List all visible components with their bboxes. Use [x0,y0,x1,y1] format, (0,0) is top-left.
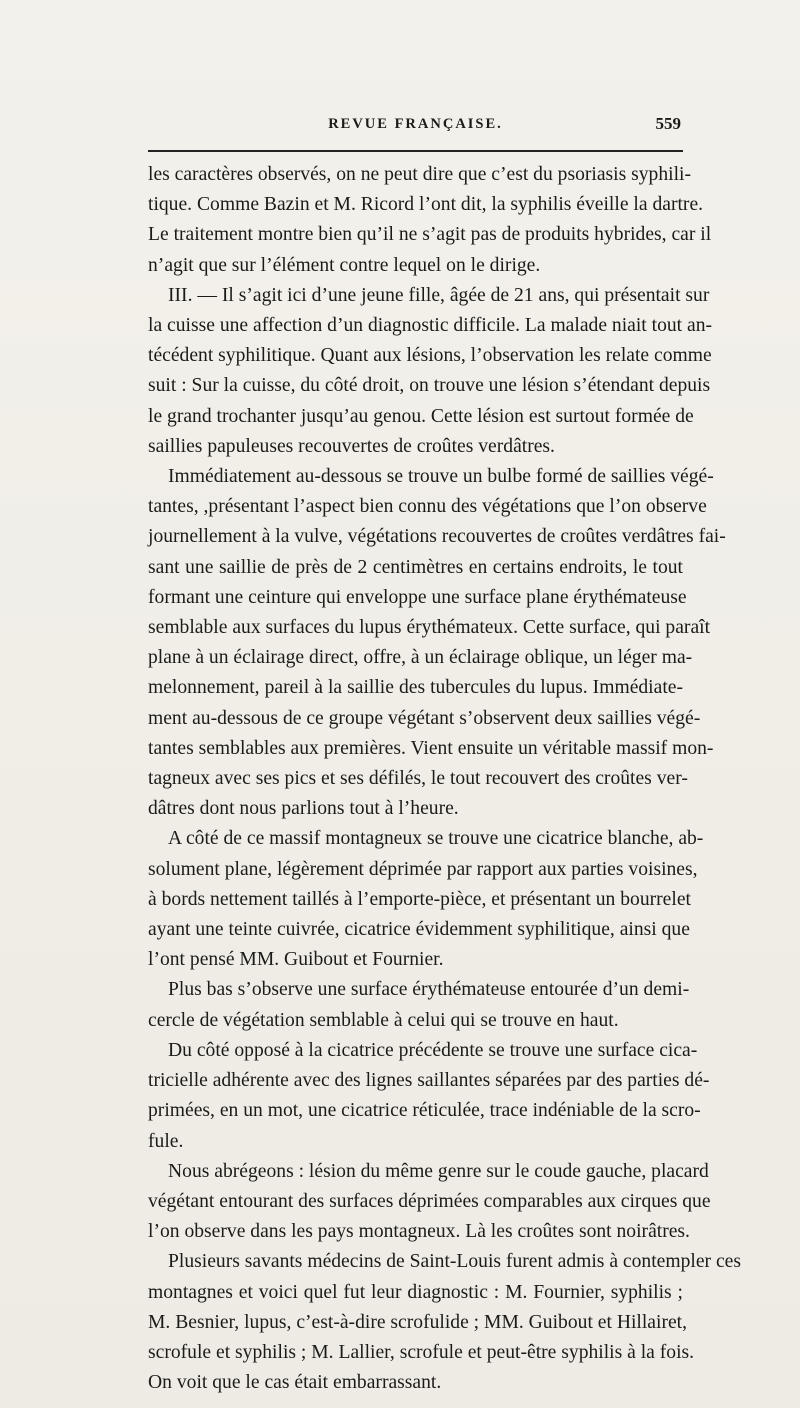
paragraph [148,824,704,975]
text-line: Nous abrégeons : lésion du même genre sur le coude gauche, placard [168,1160,709,1182]
text-line: Immédiatement au-dessous se trouve un bulbe formé de saillies végé- [168,466,714,488]
text-line: III. — Il s’agit ici d’une jeune fille, âgée de 21 ans, qui présentait sur [168,284,710,306]
text-line: saillies papuleuses recouvertes de croûtes verdâtres. [148,435,555,457]
paragraph [148,160,712,281]
text-line: M. Besnier, lupus, c’est-à-dire scrofulide ; MM. Guibout et Hillairet, [148,1311,688,1333]
text-line: dâtres dont nous parlions tout à l’heure. [148,798,459,820]
text-line: solument plane, légèrement déprimée par rapport aux parties voisines, [148,858,698,880]
text-line: sant une saillie de près de 2 centimètres en certains endroits, le tout [148,556,683,578]
text-line: la cuisse une affection d’un diagnostic difficile. La malade niait tout an- [148,315,713,337]
text-line: à bords nettement taillés à l’emporte-pièce, et présentant un bourrelet [148,888,691,910]
text-line: plane à un éclairage direct, offre, à un éclairage oblique, un léger ma- [148,647,693,669]
paragraph [148,975,690,1035]
text-line: Le traitement montre bien qu’il ne s’agit pas de produits hybrides, car il [148,224,712,246]
text-line: tantes, ,présentant l’aspect bien connu des végétations que l’on observe [148,496,707,518]
text-line: l’on observe dans les pays montagneux. Là les croûtes sont noirâtres. [148,1221,690,1243]
text-line: ayant une teinte cuivrée, cicatrice évidemment syphilitique, ainsi que [148,919,690,941]
paragraph [148,1036,710,1157]
text-line: formant une ceinture qui enveloppe une surface plane érythémateuse [148,586,687,608]
text-line: tantes semblables aux premières. Vient ensuite un véritable massif mon- [148,737,714,759]
text-line: montagnes et voici quel fut leur diagnostic : M. Fournier, syphilis ; [148,1281,683,1303]
paragraph [148,281,713,462]
page-number: 559 [655,114,681,133]
text-line: primées, en un mot, une cicatrice réticulée, trace indéniable de la scro- [148,1100,701,1122]
text-line: tagneux avec ses pics et ses défilés, le tout recouvert des croûtes ver- [148,768,688,790]
running-title: REVUE FRANÇAISE. [328,116,503,132]
text-line: suit : Sur la cuisse, du côté droit, on trouve une lésion s’étendant depuis [148,375,711,397]
text-line: l’ont pensé MM. Guibout et Fournier. [148,949,444,971]
page-header [148,116,683,138]
paragraph [148,1157,711,1248]
text-line: le grand trochanter jusqu’au genou. Cette lésion est surtout formée de [148,405,694,427]
header-rule [148,150,683,152]
text-line: semblable aux surfaces du lupus érythémateux. Cette surface, qui paraît [148,617,711,639]
text-line: melonnement, pareil à la saillie des tubercules du lupus. Immédiate- [148,677,683,699]
text-line: A côté de ce massif montagneux se trouve une cicatrice blanche, ab- [168,828,704,850]
text-line: tricielle adhérente avec des lignes saillantes séparées par des parties dé- [148,1070,710,1092]
text-line: Plusieurs savants médecins de Saint-Louis furent admis à contempler ces [168,1251,741,1273]
text-line: scrofule et syphilis ; M. Lallier, scrofule et peut-être syphilis à la fois. [148,1341,695,1363]
body-text [148,160,741,1398]
text-line: n’agit que sur l’élément contre lequel on le dirige. [148,254,541,276]
text-line: végétant entourant des surfaces déprimées comparables aux cirques que [148,1190,711,1212]
text-line: ment au-dessous de ce groupe végétant s’observent deux saillies végé- [148,707,701,729]
text-line: tique. Comme Bazin et M. Ricord l’ont dit, la syphilis éveille la dartre. [148,194,704,216]
text-line: fule. [148,1130,184,1152]
text-line: Plus bas s’observe une surface érythémateuse entourée d’un demi- [168,979,690,1001]
text-line: técédent syphilitique. Quant aux lésions, l’observation les relate comme [148,345,712,367]
paragraph [148,462,726,824]
text-line: cercle de végétation semblable à celui qui se trouve en haut. [148,1009,619,1031]
paragraph [148,1247,741,1398]
text-line: les caractères observés, on ne peut dire que c’est du psoriasis syphili- [148,164,692,185]
text-line: On voit que le cas était embarrassant. [148,1372,442,1394]
text-line: Du côté opposé à la cicatrice précédente se trouve une surface cica- [168,1039,698,1061]
text-line: journellement à la vulve, végétations recouvertes de croûtes verdâtres fai- [148,526,726,548]
